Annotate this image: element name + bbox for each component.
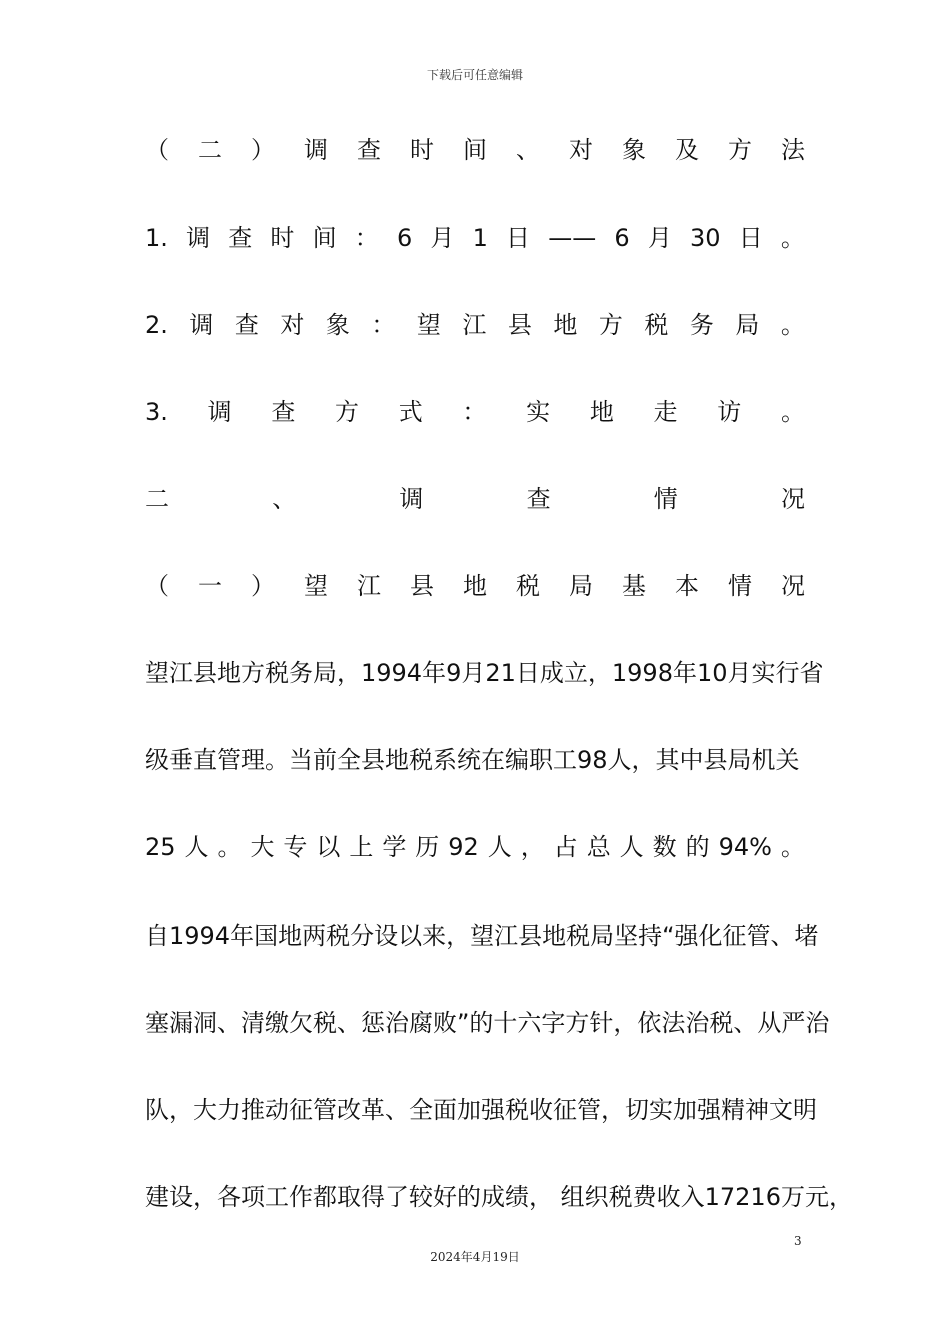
- line-token: 30: [689, 224, 721, 252]
- line-token: 日: [738, 224, 763, 252]
- line-token: 地: [589, 398, 614, 426]
- line-token: 及: [675, 136, 699, 164]
- survey-time-line: [145, 222, 805, 254]
- line-token: 。: [217, 833, 242, 861]
- survey-object-line: [145, 309, 805, 341]
- line-token: 走: [653, 398, 678, 426]
- line-token: 方: [335, 398, 360, 426]
- line-token: 象: [325, 311, 350, 339]
- line-token: 地: [463, 572, 487, 600]
- line-token: ——: [548, 224, 597, 252]
- line-token: 一: [198, 572, 222, 600]
- line-token: 3.: [145, 398, 168, 426]
- line-token: 江: [462, 311, 487, 339]
- line-token: 对: [280, 311, 305, 339]
- line-token: 。: [780, 398, 805, 426]
- line-token: 6: [614, 224, 630, 252]
- line-token: 上: [349, 833, 374, 861]
- line-token: 式: [398, 398, 423, 426]
- line-token: ，: [520, 833, 545, 861]
- line-token: 二: [145, 485, 169, 513]
- line-token: 学: [382, 833, 407, 861]
- line-token: 对: [569, 136, 593, 164]
- page-number: 3: [794, 1234, 802, 1248]
- chapter-heading-survey-status: [145, 483, 805, 515]
- line-token: 大: [250, 833, 275, 861]
- paragraph-line: 塞漏洞、清缴欠税、惩治腐败”的十六字方针，依法治税、从严治: [145, 1009, 830, 1037]
- line-token: 本: [675, 572, 699, 600]
- line-token: 2.: [145, 311, 168, 339]
- line-token: 法: [781, 136, 805, 164]
- line-token: 象: [622, 136, 646, 164]
- line-token: 调: [304, 136, 328, 164]
- line-token: 日: [506, 224, 531, 252]
- line-token: 调: [186, 224, 211, 252]
- line-token: （: [145, 572, 169, 600]
- line-token: 情: [653, 485, 678, 513]
- line-token: ：: [354, 224, 379, 252]
- line-token: ：: [371, 311, 396, 339]
- line-token: 基: [622, 572, 646, 600]
- line-token: 92: [448, 833, 479, 861]
- line-token: 税: [516, 572, 540, 600]
- paragraph-line: 自1994年国地两税分设以来，望江县地税局坚持“强化征管、堵: [145, 922, 819, 950]
- line-token: 况: [780, 485, 805, 513]
- line-token: 间: [463, 136, 487, 164]
- line-token: 局: [569, 572, 593, 600]
- line-token: 查: [234, 311, 259, 339]
- line-token: 时: [270, 224, 295, 252]
- line-token: 时: [410, 136, 434, 164]
- line-token: 江: [357, 572, 381, 600]
- line-token: 占: [553, 833, 578, 861]
- line-token: ：: [462, 398, 487, 426]
- line-token: 94%: [718, 833, 772, 861]
- section-heading-survey-method: [145, 134, 805, 166]
- line-token: 望: [304, 572, 328, 600]
- line-token: 人: [487, 833, 512, 861]
- line-token: 。: [780, 224, 805, 252]
- line-token: 方: [728, 136, 752, 164]
- line-token: 查: [271, 398, 296, 426]
- line-token: 地: [553, 311, 578, 339]
- line-token: 。: [780, 311, 805, 339]
- paragraph-line: 建设，各项工作都取得了较好的成绩， 组织税费收入17216万元，: [145, 1183, 853, 1211]
- line-token: 、: [516, 136, 540, 164]
- line-token: 人: [619, 833, 644, 861]
- line-token: 1: [472, 224, 488, 252]
- line-token: 月: [430, 224, 455, 252]
- line-token: 、: [272, 485, 297, 513]
- line-token: 历: [415, 833, 440, 861]
- line-token: 方: [598, 311, 623, 339]
- line-token: 调: [399, 485, 424, 513]
- line-token: 。: [780, 833, 805, 861]
- line-token: 的: [685, 833, 710, 861]
- line-token: 6: [396, 224, 413, 252]
- line-token: 间: [312, 224, 337, 252]
- line-token: 望: [416, 311, 441, 339]
- line-token: 情: [728, 572, 752, 600]
- line-token: 县: [507, 311, 532, 339]
- line-token: 况: [781, 572, 805, 600]
- line-token: 局: [735, 311, 760, 339]
- line-token: 人: [184, 833, 209, 861]
- line-token: 1.: [145, 224, 168, 252]
- paragraph-line: 级垂直管理。当前全县地税系统在编职工98人，其中县局机关: [145, 746, 800, 774]
- line-token: 查: [228, 224, 253, 252]
- line-token: 以: [316, 833, 341, 861]
- line-token: 调: [189, 311, 214, 339]
- line-token: （: [145, 136, 169, 164]
- line-token: 税: [644, 311, 669, 339]
- line-token: 25: [145, 833, 176, 861]
- line-token: 县: [410, 572, 434, 600]
- line-token: 总: [586, 833, 611, 861]
- paragraph-line-justified: [145, 831, 805, 863]
- section-heading-basic-info: [145, 570, 805, 602]
- line-token: 数: [652, 833, 677, 861]
- line-token: 实: [526, 398, 551, 426]
- line-token: ）: [251, 136, 275, 164]
- paragraph-line: 望江县地方税务局，1994年9月21日成立，1998年10月实行省: [145, 659, 824, 687]
- line-token: 务: [689, 311, 714, 339]
- line-token: 访: [717, 398, 742, 426]
- footer-date: 2024年4月19日: [430, 1250, 520, 1264]
- line-token: 月: [647, 224, 672, 252]
- line-token: 二: [198, 136, 222, 164]
- line-token: ）: [251, 572, 275, 600]
- line-token: 查: [526, 485, 551, 513]
- line-token: 调: [207, 398, 232, 426]
- line-token: 查: [357, 136, 381, 164]
- line-token: 专: [283, 833, 308, 861]
- download-note: 下载后可任意编辑: [426, 68, 523, 82]
- paragraph-line: 队，大力推动征管改革、全面加强税收征管，切实加强精神文明: [145, 1096, 817, 1124]
- survey-method-line: [145, 396, 805, 428]
